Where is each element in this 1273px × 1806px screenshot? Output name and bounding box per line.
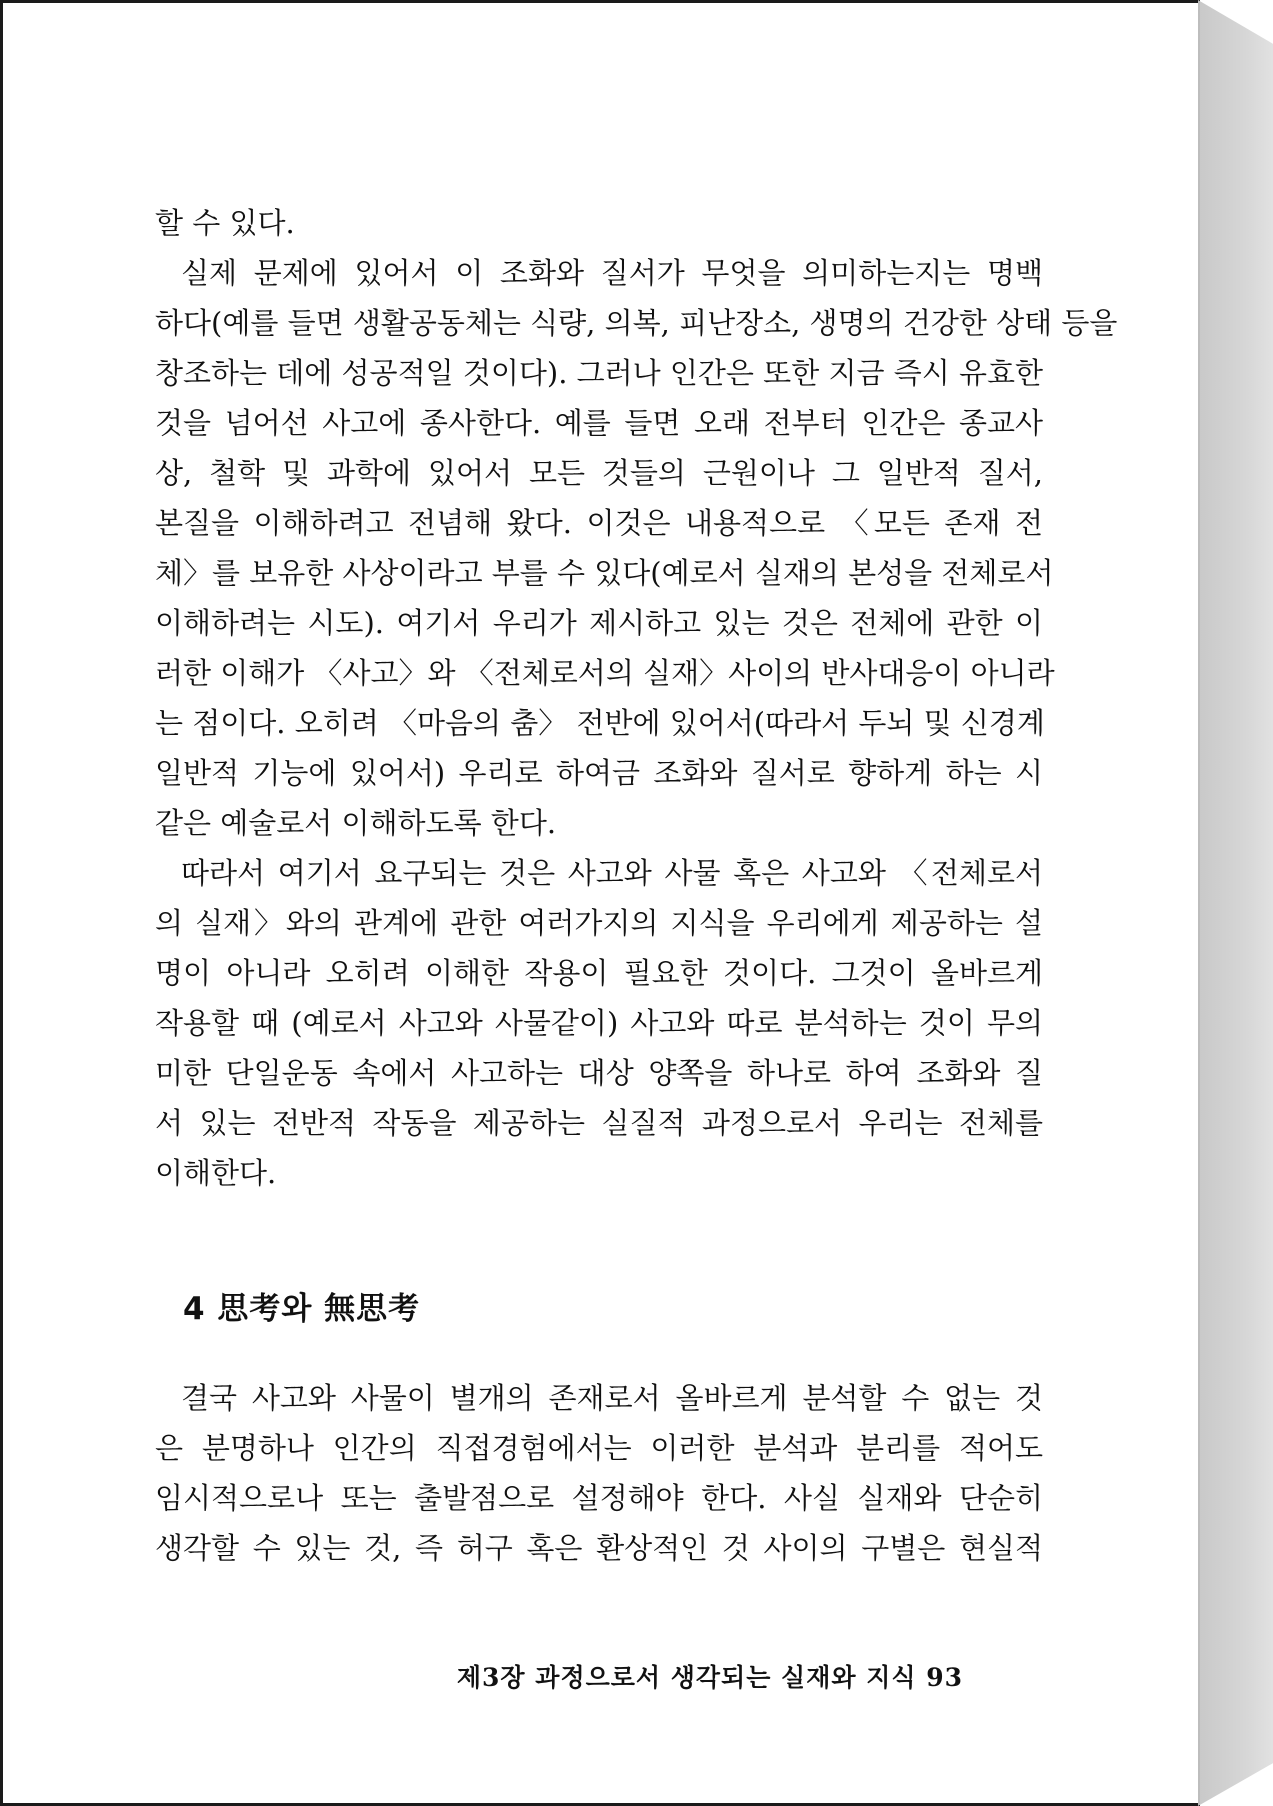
text-line: 임시적으로나 또는 출발점으로 설정해야 한다. 사실 실재와 단순히 [155, 1481, 1043, 1515]
text-line: 생각할 수 있는 것, 즉 허구 혹은 환상적인 것 사이의 구별은 현실적 [155, 1531, 1043, 1565]
text-line: 서 있는 전반적 작동을 제공하는 실질적 과정으로서 우리는 전체를 [155, 1106, 1043, 1140]
text-line: 은 분명하나 인간의 직접경험에서는 이러한 분석과 분리를 적어도 [155, 1431, 1043, 1465]
text-line: 의 실재〉와의 관계에 관한 여러가지의 지식을 우리에게 제공하는 설 [155, 906, 1043, 940]
text-line: 따라서 여기서 요구되는 것은 사고와 사물 혹은 사고와 〈전체로서 [181, 856, 1043, 890]
text-line: 미한 단일운동 속에서 사고하는 대상 양쪽을 하나로 하여 조화와 질 [155, 1056, 1043, 1090]
text-line: 일반적 기능에 있어서) 우리로 하여금 조화와 질서로 향하게 하는 시 [155, 756, 1043, 790]
text-line: 상, 철학 및 과학에 있어서 모든 것들의 근원이나 그 일반적 질서, [155, 456, 1043, 490]
text-line: 러한 이해가 〈사고〉와 〈전체로서의 실재〉사이의 반사대응이 아니라 [155, 656, 1055, 690]
text-line: 이해하려는 시도). 여기서 우리가 제시하고 있는 것은 전체에 관한 이 [155, 606, 1043, 640]
text-line: 본질을 이해하려고 전념해 왔다. 이것은 내용적으로 〈모든 존재 전 [155, 506, 1043, 540]
text-line: 명이 아니라 오히려 이해한 작용이 필요한 것이다. 그것이 올바르게 [155, 956, 1043, 990]
body-text-lower [155, 1373, 1043, 1573]
page-footer: 제3장 과정으로서 생각되는 실재와 지식 93 [456, 1663, 963, 1692]
section-heading: 4 思考와 無思考 [183, 1291, 421, 1327]
text-line: 작용할 때 (예로서 사고와 사물같이) 사고와 따로 분석하는 것이 무의 [155, 1006, 1043, 1040]
text-line: 창조하는 데에 성공적일 것이다). 그러나 인간은 또한 지금 즉시 유효한 [155, 356, 1043, 390]
text-line: 것을 넘어선 사고에 종사한다. 예를 들면 오래 전부터 인간은 종교사 [155, 406, 1043, 440]
text-line: 결국 사고와 사물이 별개의 존재로서 올바르게 분석할 수 없는 것 [181, 1381, 1043, 1415]
book-edge [1198, 0, 1273, 1806]
text-line: 이해한다. [155, 1156, 277, 1190]
text-line: 하다(예를 들면 생활공동체는 식량, 의복, 피난장소, 생명의 건강한 상태 등을 [155, 306, 1118, 340]
text-line: 체〉를 보유한 사상이라고 부를 수 있다(예로서 실재의 본성을 전체로서 [155, 556, 1054, 590]
text-line: 실제 문제에 있어서 이 조화와 질서가 무엇을 의미하는지는 명백 [181, 256, 1043, 290]
body-text-upper [155, 198, 1118, 1198]
text-line: 는 점이다. 오히려 〈마음의 춤〉 전반에 있어서(따라서 두뇌 및 신경계 [155, 706, 1045, 740]
text-line: 할 수 있다. [155, 206, 295, 240]
text-line: 같은 예술로서 이해하도록 한다. [155, 806, 557, 840]
